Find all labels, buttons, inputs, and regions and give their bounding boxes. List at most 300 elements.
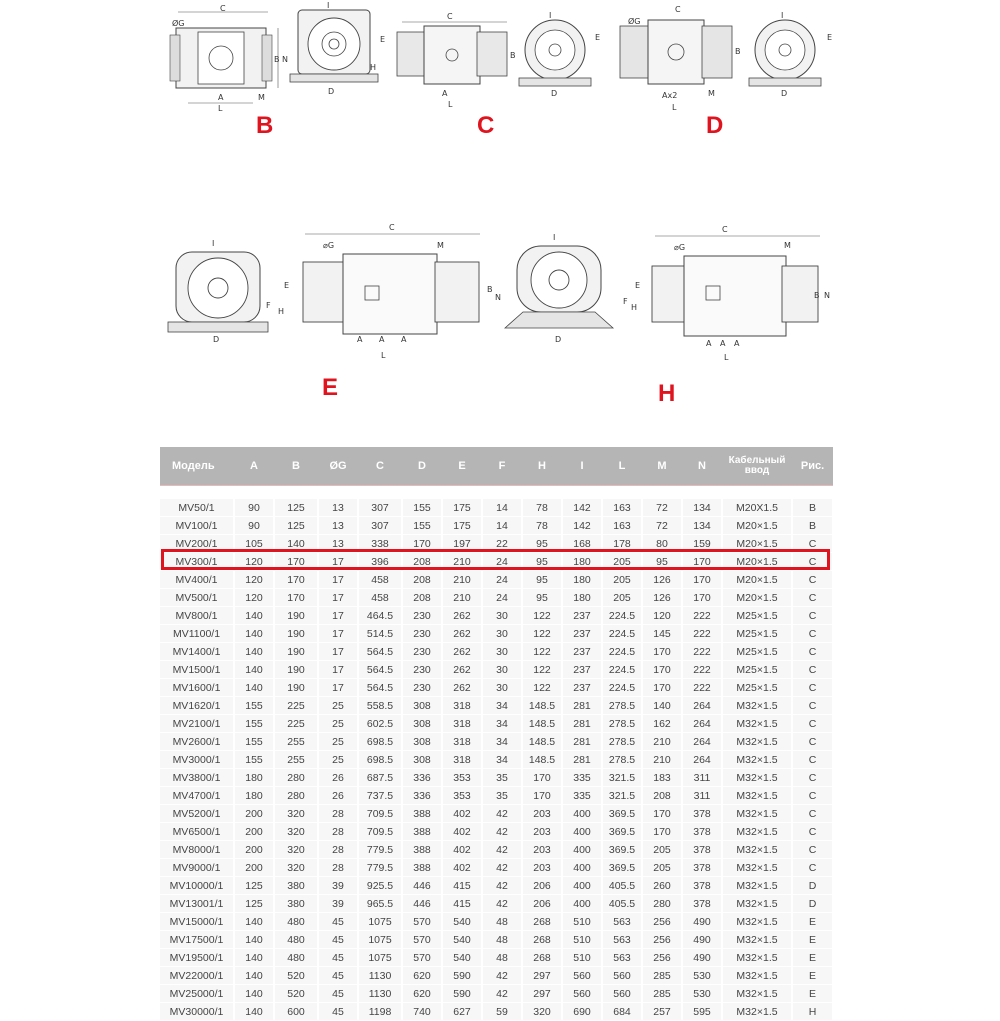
dim-c: C [722,225,728,234]
table-cell: M32×1.5 [722,733,792,751]
model-cell: MV10000/1 [160,877,234,895]
table-cell: 264 [682,715,722,733]
column-header: N [682,447,722,492]
table-cell: 255 [274,733,318,751]
table-cell: M32×1.5 [722,895,792,913]
dim-c: C [220,4,226,13]
table-cell: M32×1.5 [722,859,792,877]
model-cell: MV25000/1 [160,985,234,1003]
model-cell: MV22000/1 [160,967,234,985]
table-cell: 34 [482,733,522,751]
table-cell: 120 [642,607,682,625]
dim-h: H [278,307,285,316]
table-cell: M32×1.5 [722,751,792,769]
table-cell: 262 [442,607,482,625]
table-row [160,751,833,769]
dim-c: C [389,223,395,232]
table-cell: 563 [602,913,642,931]
table-cell: 90 [234,492,274,517]
table-cell: 338 [358,535,402,553]
dim-d: D [781,89,788,98]
table-cell: 42 [482,859,522,877]
dim-l: L [218,104,223,113]
table-cell: 224.5 [602,625,642,643]
table-cell: 353 [442,787,482,805]
table-cell: 48 [482,913,522,931]
table-cell: E [792,985,833,1003]
table-cell: 142 [562,492,602,517]
table-cell: 620 [402,967,442,985]
table-cell: 308 [402,733,442,751]
table-cell: 17 [318,625,358,643]
drawing-e-front [295,220,500,365]
table-cell: 222 [682,643,722,661]
table-cell: E [792,949,833,967]
table-cell: 590 [442,985,482,1003]
model-cell: MV9000/1 [160,859,234,877]
drawing-c-side [515,10,605,100]
table-cell: 148.5 [522,715,562,733]
table-cell: 72 [642,517,682,535]
table-cell: 564.5 [358,661,402,679]
table-cell: M32×1.5 [722,913,792,931]
model-cell: MV200/1 [160,535,234,553]
model-cell: MV17500/1 [160,931,234,949]
table-cell: 378 [682,823,722,841]
table-cell: 148.5 [522,733,562,751]
table-cell: 17 [318,607,358,625]
table-cell: 1198 [358,1003,402,1021]
table-cell: 369.5 [602,805,642,823]
table-cell: 17 [318,553,358,571]
table-cell: 175 [442,517,482,535]
dim-ax2: Ax2 [662,91,678,100]
table-cell: 925.5 [358,877,402,895]
table-cell: 206 [522,895,562,913]
table-cell: 42 [482,823,522,841]
table-cell: 779.5 [358,859,402,877]
table-cell: 564.5 [358,679,402,697]
table-cell: 396 [358,553,402,571]
table-cell: 320 [522,1003,562,1021]
column-header: H [522,447,562,492]
column-header: B [274,447,318,492]
dim-l: L [448,100,453,109]
table-cell: 148.5 [522,751,562,769]
table-cell: 122 [522,625,562,643]
table-cell: 45 [318,949,358,967]
table-cell: 95 [522,571,562,589]
dim-g: ØG [172,19,185,28]
table-cell: 42 [482,895,522,913]
dim-e: E [635,281,641,290]
table-cell: 208 [402,553,442,571]
table-cell: 965.5 [358,895,402,913]
table-cell: 122 [522,661,562,679]
table-row [160,607,833,625]
table-cell: 378 [682,805,722,823]
table-row [160,643,833,661]
table-cell: 600 [274,1003,318,1021]
table-cell: 205 [642,841,682,859]
table-cell: 380 [274,877,318,895]
table-cell: 256 [642,949,682,967]
model-cell: MV3800/1 [160,769,234,787]
table-cell: 224.5 [602,643,642,661]
table-cell: 25 [318,715,358,733]
table-cell: 45 [318,1003,358,1021]
table-cell: 698.5 [358,751,402,769]
table-cell: 140 [642,697,682,715]
table-cell: 560 [602,967,642,985]
table-cell: 140 [234,985,274,1003]
table-cell: 205 [602,589,642,607]
column-header: Модель [160,447,234,492]
table-cell: 155 [234,751,274,769]
table-cell: 336 [402,769,442,787]
table-cell: 281 [562,751,602,769]
dim-g: ØG [628,17,641,26]
dim-a: A [706,339,712,348]
model-cell: MV8000/1 [160,841,234,859]
table-cell: M32×1.5 [722,787,792,805]
table-row [160,841,833,859]
table-row [160,492,833,517]
table-cell: 39 [318,877,358,895]
table-cell: C [792,661,833,679]
table-cell: 170 [642,679,682,697]
table-cell: M32×1.5 [722,877,792,895]
table-cell: 120 [234,589,274,607]
table-cell: 405.5 [602,895,642,913]
table-cell: 446 [402,877,442,895]
table-cell: M32×1.5 [722,805,792,823]
model-cell: MV3000/1 [160,751,234,769]
table-cell: 134 [682,492,722,517]
table-cell: 380 [274,895,318,913]
model-cell: MV1620/1 [160,697,234,715]
table-cell: 563 [602,931,642,949]
table-cell: 95 [522,553,562,571]
table-cell: 415 [442,895,482,913]
dim-e: E [595,33,601,42]
model-cell: MV500/1 [160,589,234,607]
table-cell: 278.5 [602,751,642,769]
table-row [160,625,833,643]
table-cell: 1130 [358,985,402,1003]
table-cell: 25 [318,751,358,769]
dim-a: A [720,339,726,348]
table-cell: 336 [402,787,442,805]
table-cell: 28 [318,805,358,823]
table-cell: 140 [234,679,274,697]
table-cell: 540 [442,949,482,967]
table-cell: 210 [442,571,482,589]
table-cell: E [792,913,833,931]
table-cell: 180 [562,553,602,571]
table-cell: M20×1.5 [722,553,792,571]
table-cell: 264 [682,733,722,751]
table-cell: 140 [234,967,274,985]
dim-b: B [735,47,741,56]
table-cell: 510 [562,913,602,931]
dim-i: I [549,11,552,20]
table-cell: 264 [682,751,722,769]
table-cell: 320 [274,841,318,859]
table-cell: 530 [682,985,722,1003]
spec-table [160,447,834,1021]
table-cell: 480 [274,949,318,967]
drawing-d-front [610,2,740,114]
dim-e: E [827,33,833,42]
table-cell: 446 [402,895,442,913]
table-cell: 281 [562,715,602,733]
table-cell: 208 [402,589,442,607]
table-cell: 520 [274,985,318,1003]
dim-l: L [724,353,729,362]
table-cell: 48 [482,949,522,967]
figure-label-h: H [658,380,676,407]
table-cell: 388 [402,805,442,823]
table-cell: C [792,733,833,751]
table-cell: 140 [234,949,274,967]
table-cell: 320 [274,805,318,823]
table-cell: 95 [522,535,562,553]
table-cell: 78 [522,492,562,517]
table-cell: M32×1.5 [722,823,792,841]
dim-c: C [447,12,453,21]
table-cell: 480 [274,931,318,949]
table-cell: 180 [562,571,602,589]
table-cell: 540 [442,931,482,949]
table-cell: 335 [562,787,602,805]
table-cell: 140 [234,661,274,679]
table-cell: M20×1.5 [722,571,792,589]
table-cell: E [792,967,833,985]
table-cell: 490 [682,913,722,931]
table-cell: 59 [482,1003,522,1021]
table-cell: 90 [234,517,274,535]
table-cell: 318 [442,733,482,751]
table-cell: 260 [642,877,682,895]
table-cell: 72 [642,492,682,517]
table-cell: 45 [318,913,358,931]
table-cell: 122 [522,607,562,625]
table-cell: 26 [318,769,358,787]
table-cell: 222 [682,679,722,697]
table-cell: 22 [482,535,522,553]
dim-d: D [328,87,335,96]
table-cell: 170 [522,787,562,805]
table-cell: M32×1.5 [722,1003,792,1021]
table-cell: 560 [562,967,602,985]
table-cell: 627 [442,1003,482,1021]
table-cell: 560 [602,985,642,1003]
table-cell: 168 [562,535,602,553]
table-cell: 369.5 [602,823,642,841]
table-cell: 224.5 [602,661,642,679]
table-cell: C [792,751,833,769]
table-cell: 180 [234,769,274,787]
table-cell: 17 [318,679,358,697]
dim-a: A [379,335,385,344]
table-row [160,769,833,787]
table-cell: 369.5 [602,859,642,877]
table-cell: 297 [522,967,562,985]
table-cell: 17 [318,643,358,661]
model-cell: MV1100/1 [160,625,234,643]
table-cell: 205 [642,859,682,877]
table-cell: 17 [318,571,358,589]
table-cell: 13 [318,492,358,517]
drawing-e-side [168,238,288,348]
table-cell: 335 [562,769,602,787]
table-cell: C [792,769,833,787]
dim-l: L [672,103,677,112]
dim-g2: ⌀G [674,243,686,252]
table-cell: 402 [442,823,482,841]
table-cell: 35 [482,769,522,787]
table-cell: 120 [234,553,274,571]
table-cell: M32×1.5 [722,967,792,985]
table-cell: C [792,643,833,661]
table-cell: 400 [562,823,602,841]
drawing-h-side [505,232,645,347]
table-cell: 203 [522,805,562,823]
table-cell: 311 [682,769,722,787]
table-cell: 285 [642,985,682,1003]
table-cell: M25×1.5 [722,607,792,625]
table-cell: 140 [234,1003,274,1021]
table-row [160,553,833,571]
table-cell: 200 [234,859,274,877]
table-cell: C [792,607,833,625]
model-cell: MV1600/1 [160,679,234,697]
dim-i: I [327,1,330,10]
table-cell: 237 [562,625,602,643]
table-cell: 278.5 [602,697,642,715]
table-cell: 222 [682,661,722,679]
table-cell: M20×1.5 [722,535,792,553]
table-cell: 28 [318,841,358,859]
table-cell: 318 [442,715,482,733]
table-row [160,679,833,697]
dim-m: M [708,89,715,98]
table-cell: 280 [642,895,682,913]
column-header: I [562,447,602,492]
table-row [160,589,833,607]
table-cell: M32×1.5 [722,931,792,949]
table-cell: C [792,823,833,841]
table-cell: 180 [562,589,602,607]
table-cell: 24 [482,571,522,589]
table-cell: 237 [562,661,602,679]
table-cell: 369.5 [602,841,642,859]
table-cell: 709.5 [358,805,402,823]
table-cell: 175 [442,492,482,517]
model-cell: MV300/1 [160,553,234,571]
table-cell: 159 [682,535,722,553]
table-cell: 237 [562,607,602,625]
table-cell: 42 [482,877,522,895]
model-cell: MV13001/1 [160,895,234,913]
table-cell: 170 [642,823,682,841]
table-cell: 13 [318,517,358,535]
table-cell: 163 [602,492,642,517]
table-cell: 34 [482,715,522,733]
column-header: D [402,447,442,492]
model-cell: MV2100/1 [160,715,234,733]
table-cell: 190 [274,625,318,643]
figure-label-b: B [256,112,274,139]
table-cell: 698.5 [358,733,402,751]
table-cell: 320 [274,823,318,841]
table-cell: 28 [318,823,358,841]
table-cell: 590 [442,967,482,985]
table-cell: 402 [442,805,482,823]
table-cell: 120 [234,571,274,589]
table-cell: 163 [602,517,642,535]
table-row [160,967,833,985]
dim-f: F [623,297,628,306]
table-cell: C [792,589,833,607]
drawing-b-side [290,0,390,100]
column-header: ØG [318,447,358,492]
table-cell: C [792,697,833,715]
dim-a: A [734,339,740,348]
table-cell: 178 [602,535,642,553]
table-cell: 278.5 [602,733,642,751]
table-cell: 558.5 [358,697,402,715]
dim-b: B [510,51,516,60]
table-cell: 690 [562,1003,602,1021]
table-cell: 256 [642,913,682,931]
table-cell: 280 [274,787,318,805]
table-cell: 237 [562,643,602,661]
table-cell: 28 [318,859,358,877]
model-cell: MV4700/1 [160,787,234,805]
dim-b: B [814,291,820,300]
table-cell: 42 [482,967,522,985]
table-cell: 80 [642,535,682,553]
table-cell: 190 [274,643,318,661]
table-cell: 142 [562,517,602,535]
table-cell: C [792,787,833,805]
table-cell: 321.5 [602,787,642,805]
table-cell: 190 [274,679,318,697]
table-cell: 307 [358,492,402,517]
column-header: E [442,447,482,492]
table-cell: 308 [402,697,442,715]
table-cell: D [792,895,833,913]
table-cell: 105 [234,535,274,553]
model-cell: MV1400/1 [160,643,234,661]
table-cell: 620 [402,985,442,1003]
table-cell: 318 [442,751,482,769]
table-cell: 200 [234,805,274,823]
table-cell: C [792,535,833,553]
table-cell: M32×1.5 [722,841,792,859]
drawing-b-front [158,0,288,115]
table-cell: 30 [482,643,522,661]
table-cell: 183 [642,769,682,787]
dim-h: H [631,303,638,312]
table-cell: 353 [442,769,482,787]
dim-g2: ⌀G [323,241,335,250]
drawing-c-front [392,10,517,110]
table-body [160,492,833,1021]
table-cell: 34 [482,697,522,715]
